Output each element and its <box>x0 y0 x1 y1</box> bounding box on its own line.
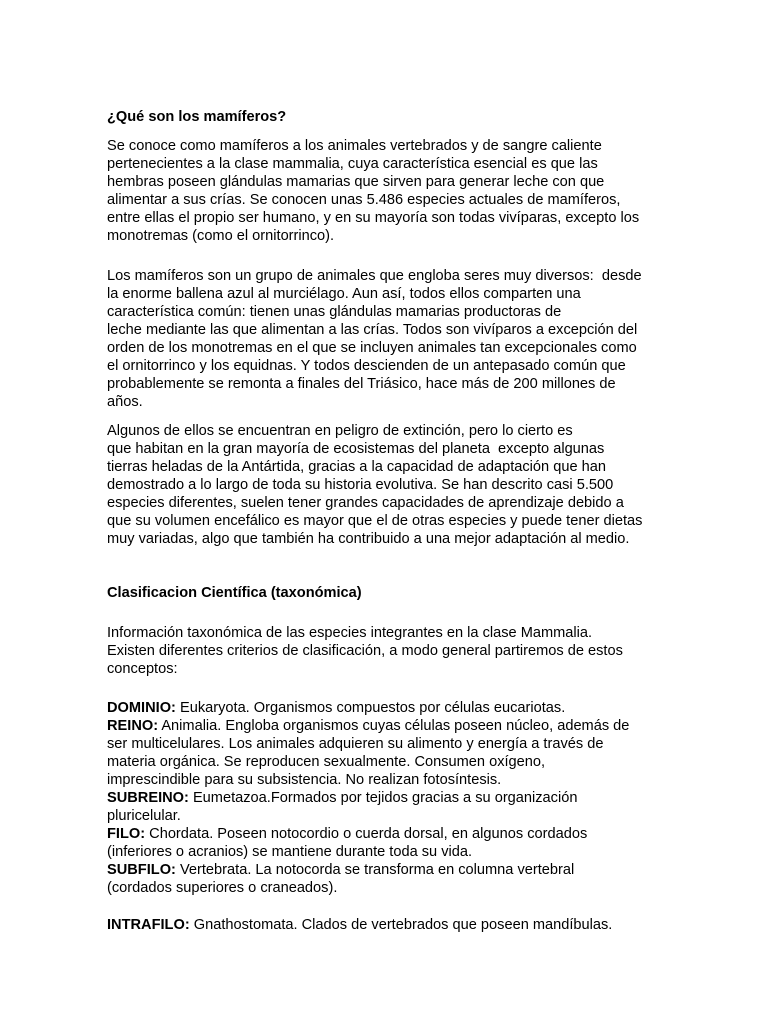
paragraph-line: orden de los monotremas en el que se incluyen animales tan excepcionales como <box>107 340 637 356</box>
paragraph-line: Se conoce como mamíferos a los animales vertebrados y de sangre caliente <box>107 138 602 154</box>
taxonomy-desc: (cordados superiores o craneados). <box>107 880 338 896</box>
paragraph-line: alimentar a sus crías. Se conocen unas 5.486 especies actuales de mamíferos, <box>107 192 621 208</box>
paragraph-line: muy variadas, algo que también ha contribuido a una mejor adaptación al medio. <box>107 531 630 547</box>
taxonomy-list <box>107 699 677 934</box>
paragraph-line: pertenecientes a la clase mammalia, cuya característica esencial es que las <box>107 156 598 172</box>
taxonomy-desc: ser multicelulares. Los animales adquieren su alimento y energía a través de <box>107 736 604 752</box>
paragraph-line: probablemente se remonta a finales del Triásico, hace más de 200 millones de <box>107 376 616 392</box>
taxonomy-item-subfilo <box>107 861 677 897</box>
taxonomy-item-reino <box>107 717 677 789</box>
taxonomy-desc: Chordata. Poseen notocordio o cuerda dorsal, en algunos cordados <box>145 826 588 842</box>
taxonomy-item-subreino <box>107 789 677 825</box>
document-page <box>107 108 677 934</box>
taxonomy-item-filo <box>107 825 677 861</box>
paragraph-line: la enorme ballena azul al murciélago. Aun así, todos ellos comparten una <box>107 286 581 302</box>
taxonomy-term: FILO: <box>107 826 146 842</box>
paragraph-line: monotremas (como el ornitorrinco). <box>107 228 335 244</box>
taxonomy-desc: Vertebrata. La notocorda se transforma en columna vertebral <box>175 862 575 878</box>
paragraph-diversity <box>107 267 677 411</box>
paragraph-line: Los mamíferos son un grupo de animales que engloba seres muy diversos: desde <box>107 268 642 284</box>
taxonomy-term: INTRAFILO: <box>107 917 190 933</box>
taxonomy-term: SUBREINO: <box>107 790 189 806</box>
taxonomy-item-dominio <box>107 699 677 717</box>
paragraph-line: tierras heladas de la Antártida, gracias a la capacidad de adaptación que han <box>107 459 606 475</box>
spacer <box>107 897 677 916</box>
paragraph-line: Existen diferentes criterios de clasificación, a modo general partiremos de estos <box>107 643 623 659</box>
taxonomy-desc: Gnathostomata. Clados de vertebrados que poseen mandíbulas. <box>189 917 613 933</box>
paragraph-line: característica común: tienen unas glándulas mamarias productoras de <box>107 304 562 320</box>
paragraph-line: entre ellas el propio ser humano, y en su mayoría son todas vivíparas, excepto los <box>107 210 640 226</box>
paragraph-line: conceptos: <box>107 661 178 677</box>
taxonomy-desc: pluricelular. <box>107 808 181 824</box>
paragraph-line: que habitan en la gran mayoría de ecosistemas del planeta excepto algunas <box>107 441 605 457</box>
paragraph-line: especies diferentes, suelen tener grandes capacidades de aprendizaje debido a <box>107 495 624 511</box>
taxonomy-desc: materia orgánica. Se reproducen sexualmente. Consumen oxígeno, <box>107 754 546 770</box>
paragraph-line: años. <box>107 394 143 410</box>
paragraph-extinction <box>107 422 677 548</box>
paragraph-line: demostrado a lo largo de toda su historia evolutiva. Se han descrito casi 5.500 <box>107 477 614 493</box>
paragraph-line: hembras poseen glándulas mamarias que sirven para generar leche con que <box>107 174 605 190</box>
taxonomy-term: REINO: <box>107 718 159 734</box>
paragraph-taxonomy-intro <box>107 624 677 678</box>
heading-clasificacion: Clasificacion Científica (taxonómica) <box>107 585 362 601</box>
paragraph-line: que su volumen encefálico es mayor que el de otras especies y puede tener dietas <box>107 513 643 529</box>
paragraph-line: el ornitorrinco y los equidnas. Y todos descienden de un antepasado común que <box>107 358 626 374</box>
taxonomy-term: SUBFILO: <box>107 862 176 878</box>
paragraph-line: leche mediante las que alimentan a las crías. Todos son vivíparos a excepción del <box>107 322 638 338</box>
taxonomy-term: DOMINIO: <box>107 700 176 716</box>
heading-que-son-mamiferos: ¿Qué son los mamíferos? <box>107 109 287 125</box>
taxonomy-desc: (inferiores o acranios) se mantiene durante toda su vida. <box>107 844 473 860</box>
taxonomy-item-intrafilo <box>107 916 677 934</box>
taxonomy-desc: Eumetazoa.Formados por tejidos gracias a su organización <box>188 790 578 806</box>
paragraph-line: Información taxonómica de las especies integrantes en la clase Mammalia. <box>107 625 593 641</box>
taxonomy-desc: imprescindible para su subsistencia. No realizan fotosíntesis. <box>107 772 502 788</box>
paragraph-line: Algunos de ellos se encuentran en peligro de extinción, pero lo cierto es <box>107 423 573 439</box>
taxonomy-desc: Eukaryota. Organismos compuestos por células eucariotas. <box>175 700 566 716</box>
taxonomy-desc: Animalia. Engloba organismos cuyas células poseen núcleo, además de <box>158 718 630 734</box>
paragraph-intro <box>107 137 677 245</box>
